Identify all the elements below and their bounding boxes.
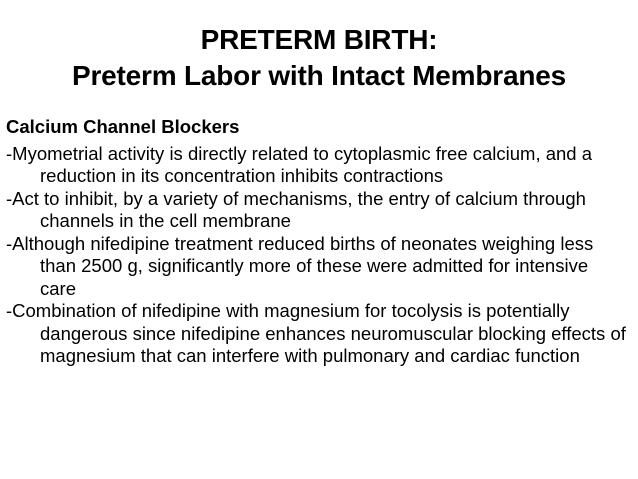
section-heading: Calcium Channel Blockers [6,116,240,137]
slide-title [0,22,638,94]
bullet-item: -Myometrial activity is directly related to cytoplasmic free calcium, and a reduction in its concentration inhibits contractions [6,142,593,186]
title-line-2: Preterm Labor with Intact Membranes [71,60,566,91]
title-line-1: PRETERM BIRTH: [200,24,438,55]
bullet-item: -Although nifedipine treatment reduced births of neonates weighing less than 2500 g, significantly more of these were admitted for intensive care [6,232,594,299]
bullet-item: -Act to inhibit, by a variety of mechanisms, the entry of calcium through channels in the cell membrane [6,187,586,231]
bullet-item: -Combination of nifedipine with magnesium for tocolysis is potentially dangerous since nifedipine enhances neuromuscular blocking effects of magnesium that can interfere with pulmonary and cardiac function [6,300,626,366]
slide-body [6,116,626,368]
